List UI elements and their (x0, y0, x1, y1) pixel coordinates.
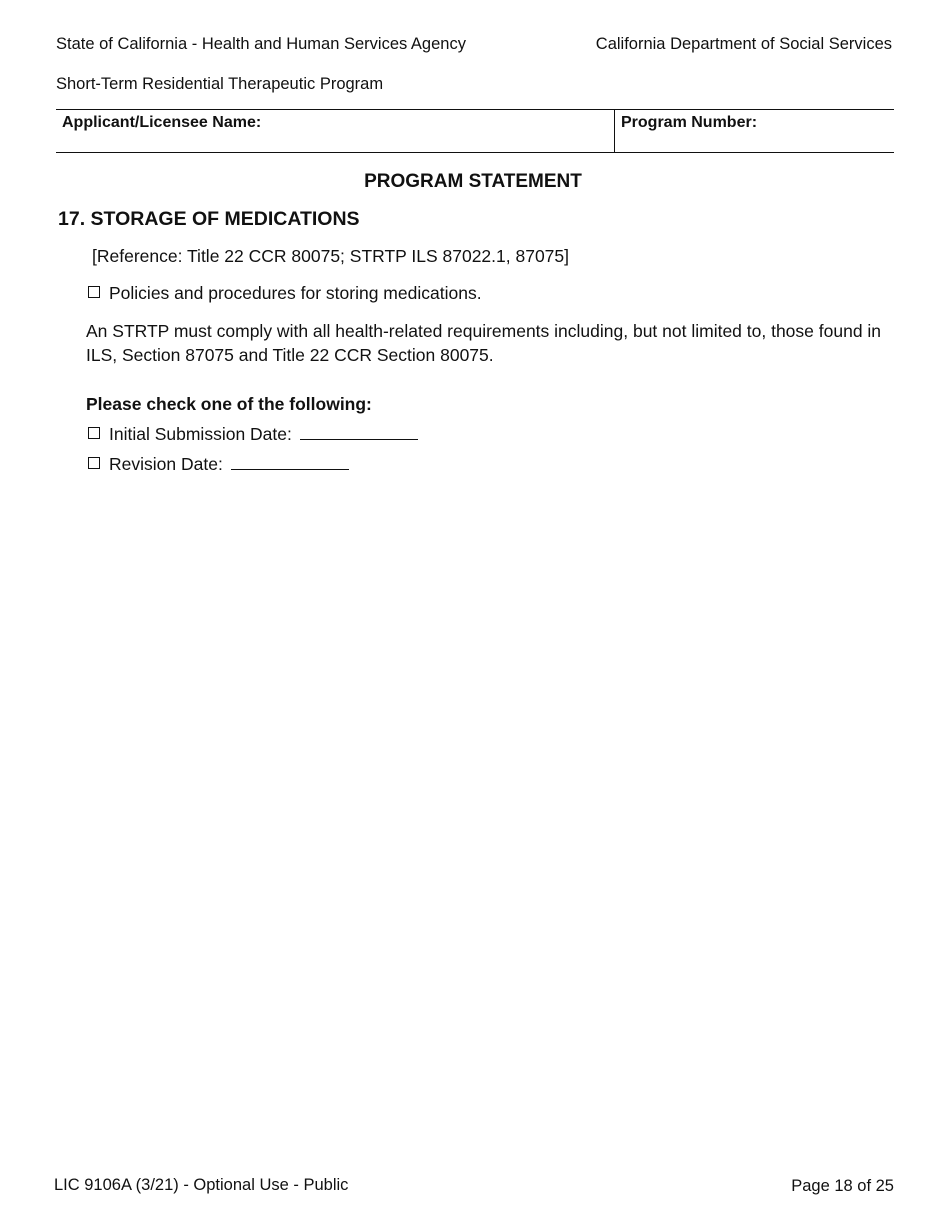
page-number: Page 18 of 25 (791, 1177, 894, 1195)
policy-checklist-item (88, 283, 482, 304)
policy-checklist-label: Policies and procedures for storing medications. (109, 283, 482, 303)
applicant-name-field[interactable] (56, 110, 614, 152)
agency-name: State of California - Health and Human Services Agency (56, 35, 466, 53)
submission-prompt: Please check one of the following: (86, 394, 372, 414)
program-number-label: Program Number: (621, 114, 758, 131)
program-name: Short-Term Residential Therapeutic Program (56, 75, 384, 93)
revision-row (88, 454, 349, 475)
applicant-name-label: Applicant/Licensee Name: (62, 114, 262, 131)
policy-checkbox[interactable] (88, 286, 100, 298)
form-identifier: LIC 9106A (3/21) - Optional Use - Public (54, 1176, 349, 1194)
initial-submission-label: Initial Submission Date: (109, 424, 292, 444)
department-name: California Department of Social Services (595, 35, 892, 53)
reference-text: [Reference: Title 22 CCR 80075; STRTP ILS 87022.1, 87075] (92, 246, 570, 266)
program-number-field[interactable] (614, 110, 894, 152)
revision-label: Revision Date: (109, 454, 223, 474)
initial-submission-date-field[interactable] (300, 424, 418, 440)
revision-checkbox[interactable] (88, 457, 100, 469)
document-title: PROGRAM STATEMENT (364, 171, 582, 192)
applicant-info-table (56, 109, 894, 153)
initial-submission-checkbox[interactable] (88, 427, 100, 439)
section-title: 17. STORAGE OF MEDICATIONS (58, 208, 360, 230)
requirements-paragraph: An STRTP must comply with all health-related requirements including, but not limited to, those found in ILS, Section 87075 and Title 22 CCR Section 80075. (86, 321, 882, 365)
initial-submission-row (88, 424, 418, 445)
revision-date-field[interactable] (231, 454, 349, 470)
